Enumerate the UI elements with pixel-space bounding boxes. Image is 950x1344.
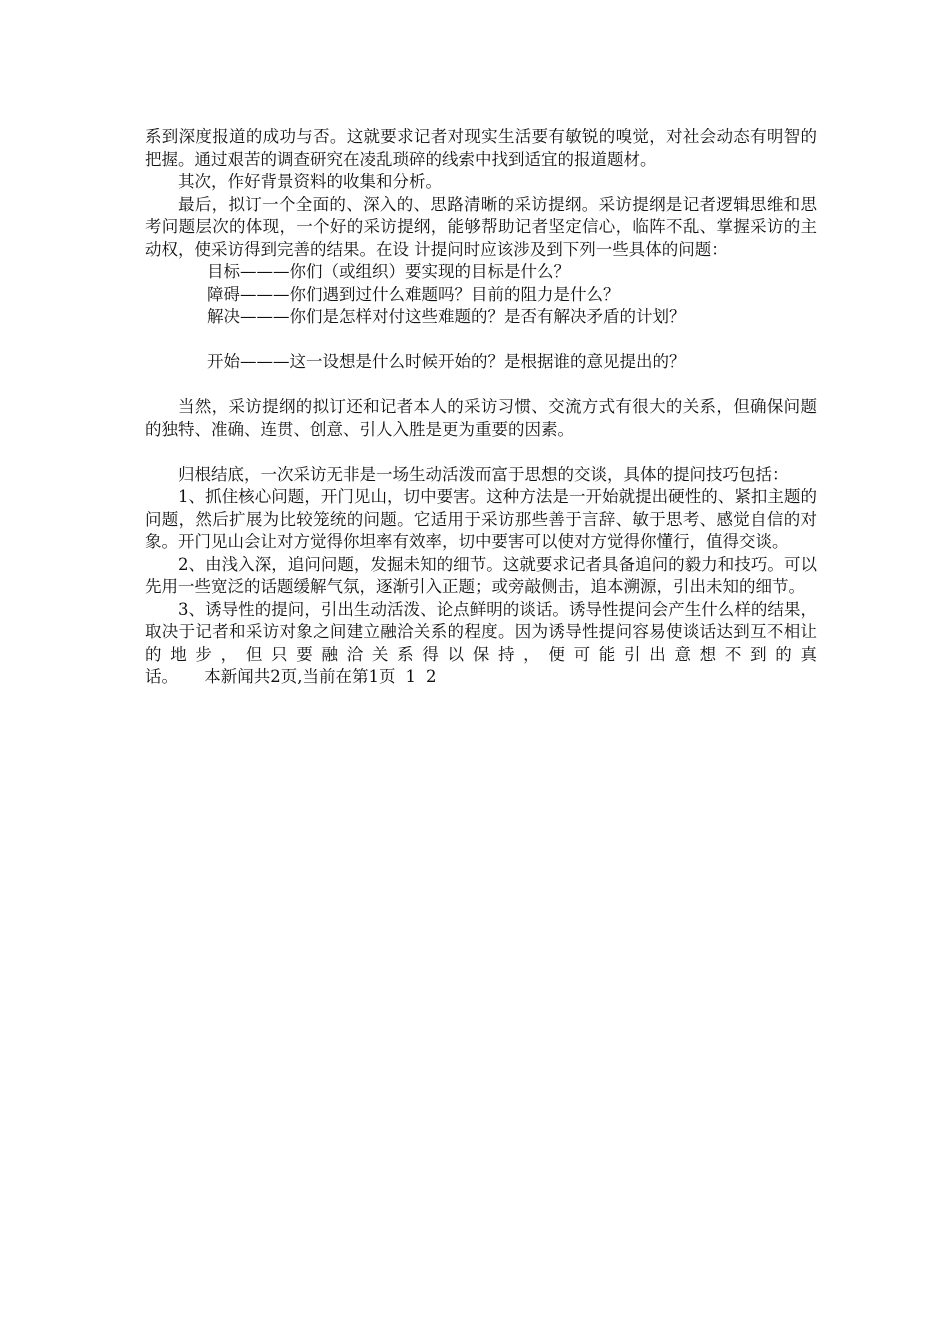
pagination-summary: 本新闻共2页,当前在第1页 bbox=[204, 667, 396, 686]
paragraph-factors: 当然，采访提纲的拟订还和记者本人的采访习惯、交流方式有很大的关系，但确保问题的独特、准确、连贯、创意、引人入胜是更为重要的因素。 bbox=[145, 397, 817, 439]
tip-3-text: 3、诱导性的提问，引出生动活泼、论点鲜明的谈话。诱导性提问会产生什么样的结果，取决于记者和采访对象之间建立融洽关系的程度。因为诱导性提问容易使谈话达到互不相让的地步，但只要融洽关系得以保持，便可能引出意想不到的真话。 bbox=[145, 599, 817, 686]
paragraph-background: 其次，作好背景资料的收集和分析。 bbox=[178, 172, 442, 191]
paragraph-tip-2: 2、由浅入深，追问问题，发掘未知的细节。这就要求记者具备追问的毅力和技巧。可以先用一些宽泛的话题缓解气氛，逐渐引入正题；或旁敲侧击，追本溯源，引出未知的细节。 bbox=[145, 554, 817, 596]
spacer bbox=[145, 441, 817, 464]
question-solution: 解决———你们是怎样对付这些难题的？是否有解决矛盾的计划？ bbox=[207, 307, 686, 326]
paragraph-tip-1: 1、抓住核心问题，开门见山，切中要害。这种方法是一开始就提出硬性的、紧扣主题的问题，然后扩展为比较笼统的问题。它适用于采访那些善于言辞、敏于思考、感觉自信的对象。开门见山会让对方觉得你坦率有效率，切中要害可以使对方觉得你懂行，值得交谈。 bbox=[145, 487, 817, 551]
paragraph-tip-3 bbox=[145, 599, 817, 689]
spacer bbox=[145, 329, 817, 352]
spacer bbox=[145, 374, 817, 397]
question-obstacle: 障碍———你们遇到过什么难题吗？目前的阻力是什么？ bbox=[207, 284, 620, 304]
page-link-2[interactable]: 2 bbox=[425, 667, 437, 686]
question-start: 开始———这一设想是什么时候开始的？是根据谁的意见提出的？ bbox=[207, 352, 686, 371]
paragraph-outline: 最后，拟订一个全面的、深入的、思路清晰的采访提纲。采访提纲是记者逻辑思维和思考问题层次的体现，一个好的采访提纲，能够帮助记者坚定信心，临阵不乱、掌握采访的主动权，使采访得到完善的结果。在设 计提问时应该涉及到下列一些具体的问题： bbox=[145, 194, 817, 259]
paragraph-continuation: 系到深度报道的成功与否。这就要求记者对现实生活要有敏锐的嗅觉，对社会动态有明智的把握。通过艰苦的调查研究在凌乱琐碎的线索中找到适宜的报道题材。 bbox=[145, 127, 817, 169]
question-goal: 目标———你们（或组织）要实现的目标是什么？ bbox=[207, 262, 570, 281]
paragraph-conclusion: 归根结底，一次采访无非是一场生动活泼而富于思想的交谈，具体的提问技巧包括： bbox=[178, 464, 789, 484]
article-body bbox=[145, 126, 817, 689]
pagination bbox=[178, 667, 436, 686]
page-link-1[interactable]: 1 bbox=[405, 667, 416, 686]
